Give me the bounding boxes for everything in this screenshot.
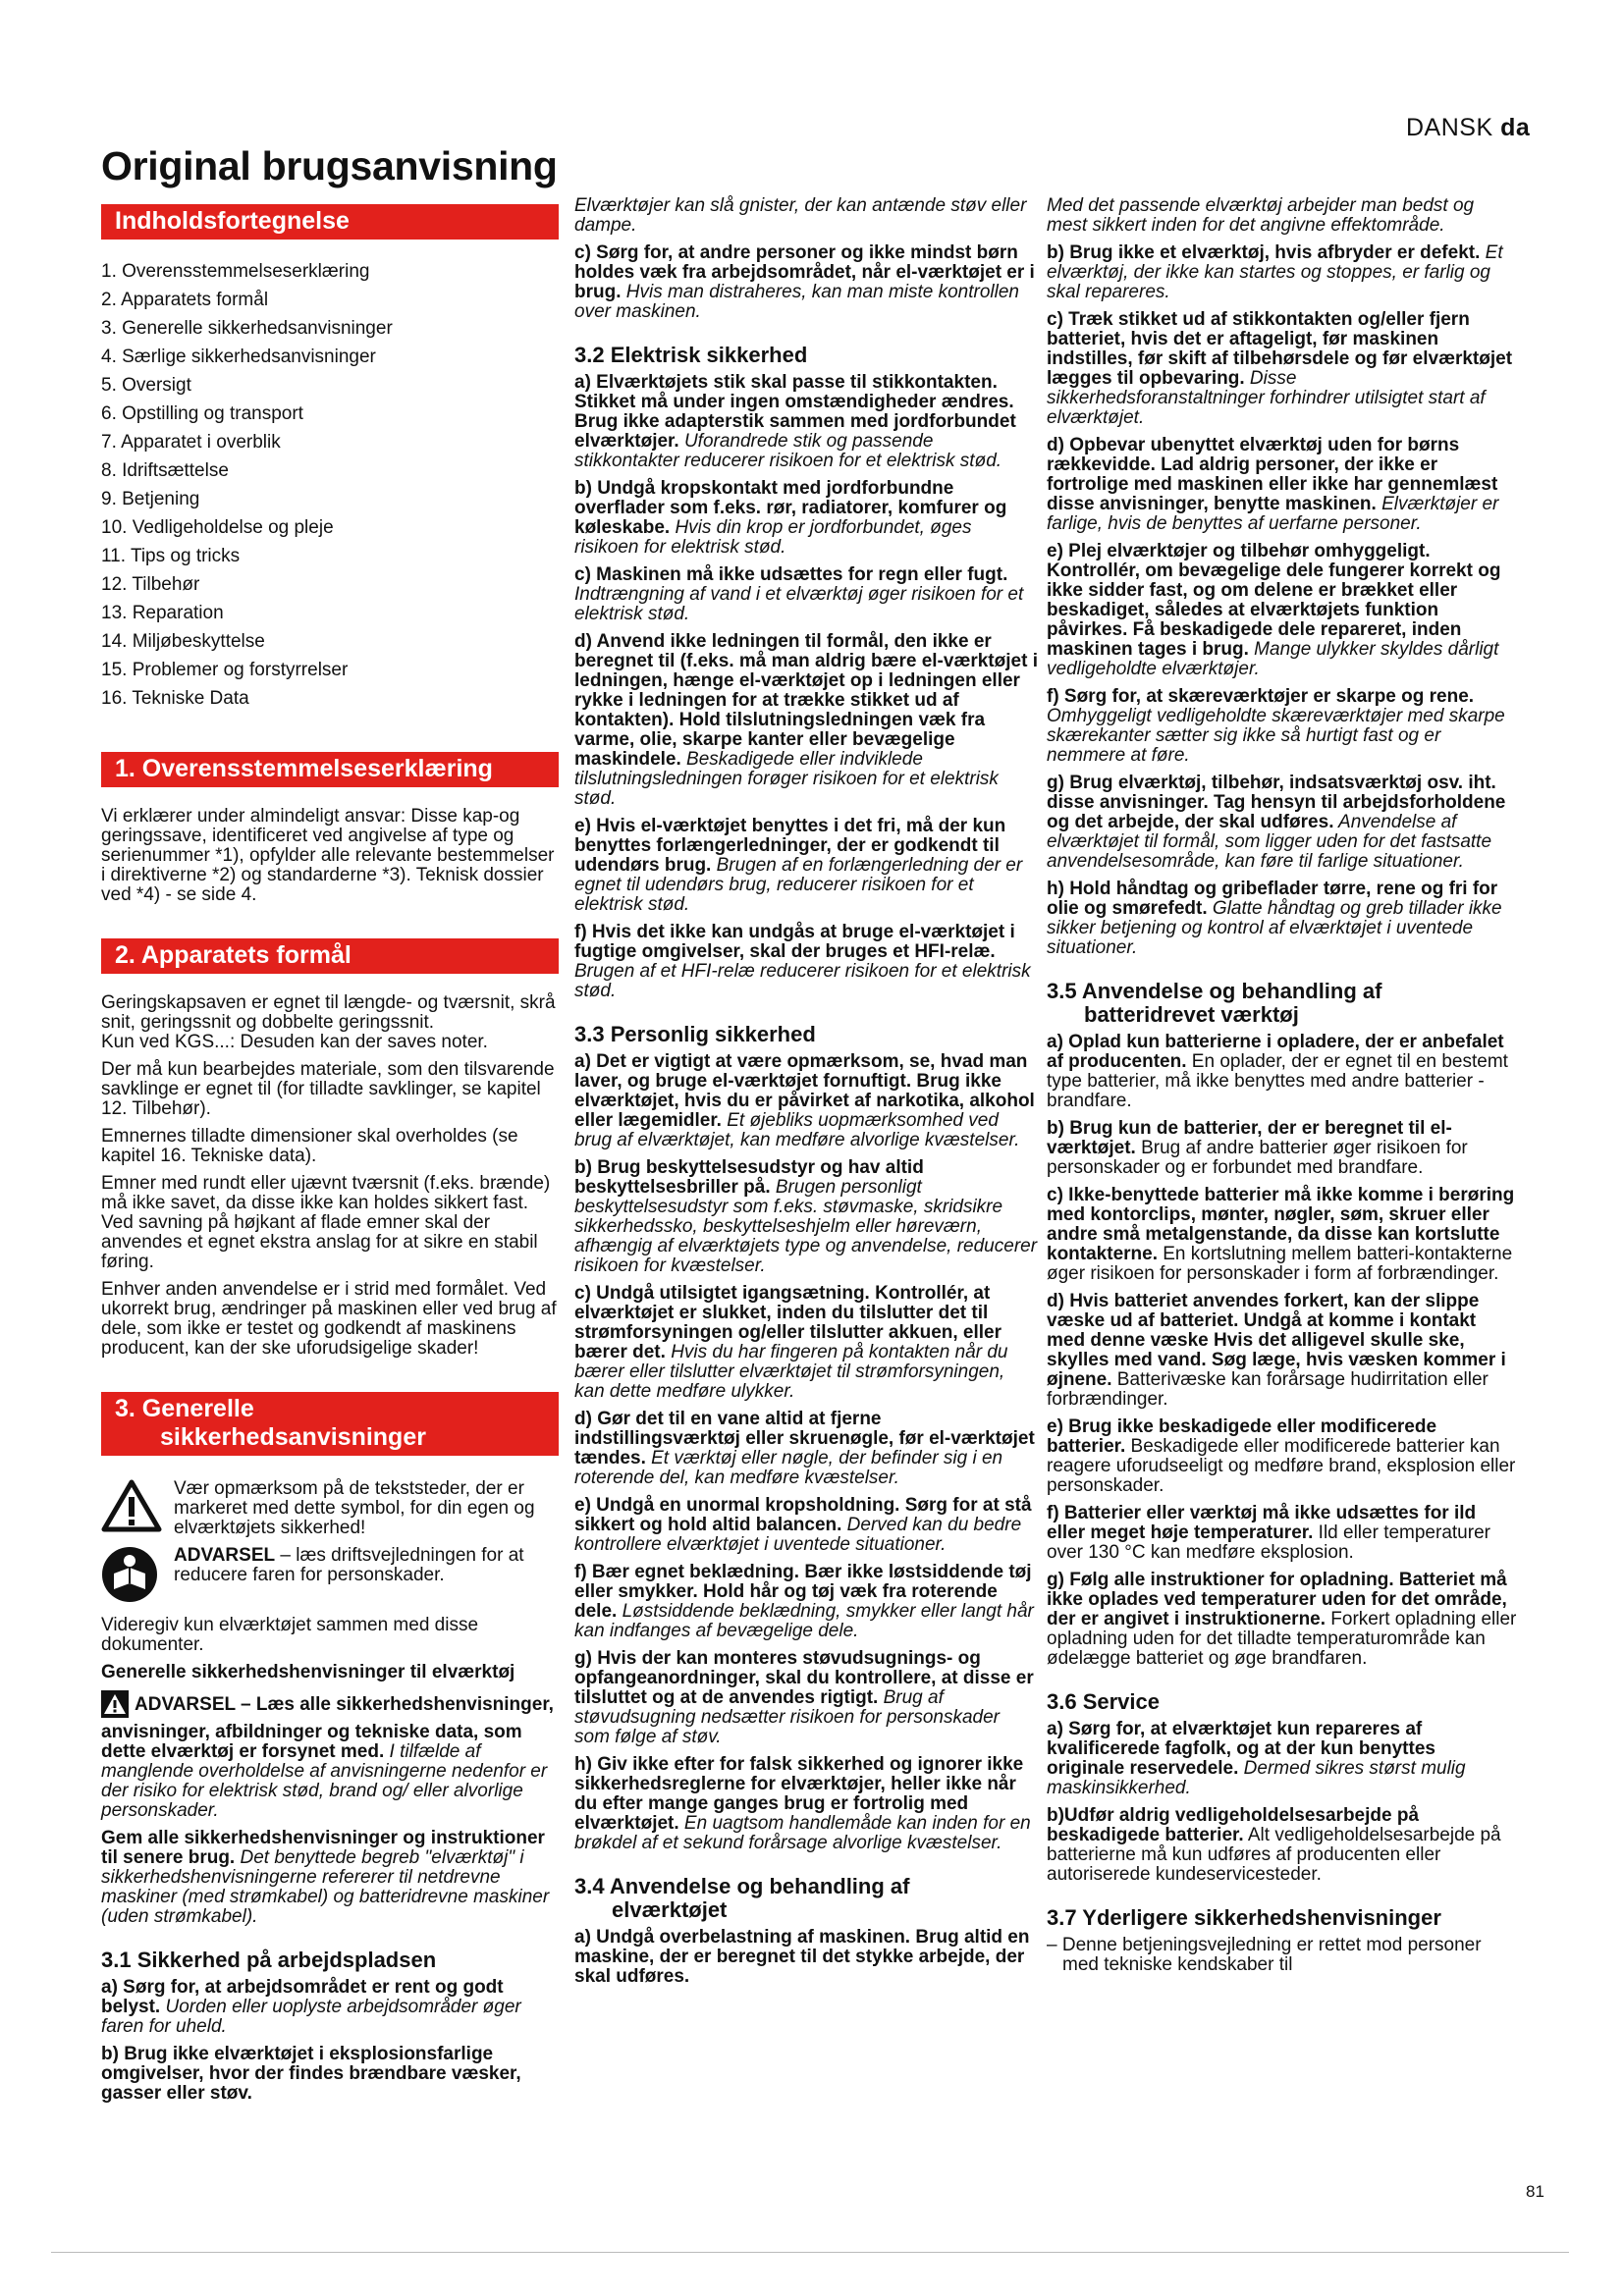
s32-a-bold: a) Elværktøjets stik skal passe til stikkontakten. Stikket må under ingen omstændigheder ændres. Brug ikke adapterstik sammen med jordforbundet elværktøjer. <box>574 372 1016 452</box>
section-2-heading: 2. Apparatets formål <box>101 938 559 974</box>
s33-b <box>574 1158 1038 1276</box>
section-2-p1: Geringskapsaven er egnet til længde- og tværsnit, skrå snit, geringssnit og dobbelte geringssnit. <box>101 992 556 1033</box>
section-2-p3: Emnernes tilladte dimensioner skal overholdes (se kapitel 16. Tekniske data). <box>101 1126 518 1166</box>
s32-b-italic: Hvis din krop er jordforbundet, øges risikoen for elektrisk stød. <box>574 517 972 558</box>
section-3-5-heading-line1: 3.5 Anvendelse og behandling af <box>1047 979 1382 1003</box>
s32-e <box>574 817 1038 915</box>
s32-a <box>574 373 1038 471</box>
s34-f-bold: f) Sørg for, at skæreværktøjer er skarpe og rene. <box>1047 686 1475 707</box>
toc-item[interactable]: 14. Miljøbeskyttelse <box>101 631 265 652</box>
toc-item[interactable]: 10. Vedligeholdelse og pleje <box>101 517 334 538</box>
toc-item[interactable]: 15. Problemer og forstyrrelser <box>101 660 349 680</box>
s32-d <box>574 632 1038 809</box>
s31-c-italic: Hvis man distraheres, kan man miste kontrollen over maskinen. <box>574 282 1019 322</box>
s32-e-italic: Brugen af en forlængerledning der er egnet til udendørs brug, reducerer risikoen for et elektrisk stød. <box>574 855 1023 915</box>
toc-list <box>101 257 559 713</box>
s36-b-text: Alt vedligeholdelsesarbejde på batterierne må kun udføres af producenten eller autoriserede kundeservicesteder. <box>1047 1825 1501 1885</box>
s34-f <box>1047 687 1518 766</box>
section-2-p1b: Kun ved KGS...: Desuden kan der saves noter. <box>101 1032 488 1052</box>
s34-e <box>1047 542 1518 679</box>
section-1-heading: 1. Overensstemmelseserklæring <box>101 752 559 787</box>
s35-f <box>1047 1504 1518 1563</box>
s32-a-italic: Uforandrede stik og passende stikkontakter reducerer risikoen for et elektrisk stød. <box>574 431 1002 471</box>
s35-a <box>1047 1033 1518 1111</box>
general-safety-heading: Generelle sikkerhedshenvisninger til elværktøj <box>101 1662 515 1682</box>
s34-d <box>1047 436 1518 534</box>
section-3-1-heading: 3.1 Sikkerhed på arbejdspladsen <box>101 1948 437 1972</box>
toc-item[interactable]: 13. Reparation <box>101 603 224 623</box>
language-label <box>1406 114 1530 142</box>
toc-item[interactable]: 7. Apparatet i overblik <box>101 432 281 453</box>
s31-a-italic: Uorden eller uoplyste arbejdsområder øger faren for uheld. <box>101 1997 521 2037</box>
section-2-p4: Emner med rundt eller ujævnt tværsnit (f.eks. brænde) må ikke savet, da disse ikke kan holdes sikkert fast. Ved savning på højkant af flade emner skal der anvendes et egnet ekstra anslag for at sikre en stabil føring. <box>101 1173 551 1272</box>
s32-d-bold: d) Anvend ikke ledningen til formål, den ikke er beregnet til (f.eks. må man aldrig bære el-værktøjet i ledningen, hænge el-værktøjet op i ledningen eller rykke i ledningen for at trække stikket ud af kontakten). Hold tilslutningsledningen væk fra varme, olie, skarpe kanter eller bevægelige maskindele. <box>574 631 1038 770</box>
s34-a-bold: a) Undgå overbelastning af maskinen. Brug altid en maskine, der er beregnet til det stykke arbejde, der skal udføres. <box>574 1927 1030 1987</box>
gem-bold: Gem alle sikkerhedshenvisninger og instruktioner til senere brug. <box>101 1828 545 1868</box>
column-1 <box>101 204 559 2111</box>
section-3-heading-line1: 3. Generelle <box>115 1395 254 1422</box>
s33-g-italic: Brug af støvudsugning nedsætter risikoen for personskader som følge af støv. <box>574 1687 1001 1747</box>
section-3-4-heading-line2: elværktøjet <box>612 1897 728 1922</box>
s34-c-bold: c) Træk stikket ud af stikkontakten og/eller fjern batteriet, hvis det er aftageligt, før maskinen indstilles, før skift af tilbehørsdele og før elværktøjet lægges til opbevaring. <box>1047 309 1513 389</box>
toc-item[interactable]: 3. Generelle sikkerhedsanvisninger <box>101 318 393 339</box>
advarsel-2-bold: ADVARSEL – Læs alle sikkerhedshenvisninger, anvisninger, afbildninger og tekniske data, som dette elværktøj er forsynet med. <box>101 1694 554 1762</box>
s33-b-bold: b) Brug beskyttelsesudstyr og hav altid beskyttelsesbriller på. <box>574 1157 924 1198</box>
s34-g-bold: g) Brug elværktøj, tilbehør, indsatsværktøj osv. iht. disse anvisninger. Tag hensyn til arbejdsforholdene og det arbejde, der skal udføres. <box>1047 773 1506 832</box>
warning-note-text: Vær opmærksom på de tekststeder, der er markeret med dette symbol, for din egen og elværktøjets sikkerhed! <box>174 1478 535 1538</box>
s33-h <box>574 1755 1038 1853</box>
s32-b <box>574 479 1038 558</box>
s35-b-bold: b) Brug kun de batterier, der er beregnet til el-værktøjet. <box>1047 1118 1452 1158</box>
section-2-p5: Enhver anden anvendelse er i strid med formålet. Ved ukorrekt brug, ændringer på maskinen eller ved brug af dele, som ikke er testet og godkendt af maskinens producent, kan der ske uforudsigelige skader! <box>101 1279 557 1359</box>
s33-h-bold: h) Giv ikke efter for falsk sikkerhed og ignorer ikke sikkerhedsreglerne for elværktøjer, heller ikke når du efter mange ganges brug er fortrolig med elværktøjet. <box>574 1754 1024 1834</box>
s35-c <box>1047 1186 1518 1284</box>
s34-g <box>1047 774 1518 872</box>
s36-b-bold: b)Udfør aldrig vedligeholdelsesarbejde på beskadigede batterier. <box>1047 1805 1420 1845</box>
language-word: DANSK <box>1406 114 1493 141</box>
section-3-2-heading: 3.2 Elektrisk sikkerhed <box>574 343 808 367</box>
s34-b-italic: Et elværktøj, der ikke kan startes og stoppes, er farlig og skal repareres. <box>1047 242 1503 302</box>
s35-e-bold: e) Brug ikke beskadigede eller modificerede batterier. <box>1047 1416 1437 1457</box>
s34-h-bold: h) Hold håndtag og gribeflader tørre, rene og fri for olie og smørefedt. <box>1047 879 1498 919</box>
toc-item[interactable]: 12. Tilbehør <box>101 574 200 595</box>
s35-b-text: Brug af andre batterier øger risikoen for personskader og er forbundet med brandfare. <box>1047 1138 1468 1178</box>
s34-h-italic: Glatte håndtag og greb tillader ikke sikker betjening og kontrol af elværktøjet i uventede situationer. <box>1047 898 1502 958</box>
s33-h-italic: En uagtsom handlemåde kan inden for en brøkdel af et sekund forårsage alvorlige kvæstelser. <box>574 1813 1031 1853</box>
s36-b <box>1047 1806 1518 1885</box>
s33-a-bold: a) Det er vigtigt at være opmærksom, se, hvad man laver, og bruge el-værktøjet fornuftigt. Brug ikke elværktøjet, hvis du er påvirket af narkotika, alkohol eller lægemidler. <box>574 1051 1035 1131</box>
s32-f-italic: Brugen af et HFI-relæ reducerer risikoen for et elektrisk stød. <box>574 961 1031 1001</box>
s34-b <box>1047 243 1518 302</box>
s34-d-bold: d) Opbevar ubenyttet elværktøj uden for børns rækkevidde. Lad aldrig personer, der ikke er fortrolige med maskinen eller ikke har gennemlæst disse anvisninger, benytte maskinen. <box>1047 435 1498 514</box>
section-3-3-heading: 3.3 Personlig sikkerhed <box>574 1022 816 1046</box>
s32-b-bold: b) Undgå kropskontakt med jordforbundne overflader som f.eks. rør, radiatorer, komfurer og køleskabe. <box>574 478 1007 538</box>
toc-item[interactable]: 6. Opstilling og transport <box>101 403 303 424</box>
s33-f-bold: f) Bær egnet beklædning. Bær ikke løstsiddende tøj eller smykker. Hold hår og tøj væk fra roterende dele. <box>574 1562 1032 1622</box>
s31-b-start <box>101 2045 559 2104</box>
s33-f-italic: Løstsiddende beklædning, smykker eller langt hår kan indfanges af bevægelige dele. <box>574 1601 1034 1641</box>
s33-g-bold: g) Hvis der kan monteres støvudsugnings- og opfangeanordninger, skal du kontrollere, at disse er tilsluttet og at de anvendes rigtigt. <box>574 1648 1034 1708</box>
s33-e <box>574 1496 1038 1555</box>
section-3-heading <box>101 1392 559 1456</box>
s35-f-bold: f) Batterier eller værktøj må ikke udsættes for ild eller meget høje temperaturer. <box>1047 1503 1477 1543</box>
s34-f-italic: Omhyggeligt vedligeholdte skæreværktøjer med skarpe skærekanter sætter sig ikke så hurtigt fast og er nemmere at føre. <box>1047 706 1505 766</box>
s32-c <box>574 565 1038 624</box>
s35-c-text: En kortslutning mellem batteri-kontakterne øger risikoen for personskader i form af forbrændinger. <box>1047 1244 1513 1284</box>
warning-note <box>101 1479 559 1538</box>
section-3-heading-line2: sikkerhedsanvisninger <box>160 1423 426 1451</box>
s31-c-bold: c) Sørg for, at andre personer og ikke mindst børn holdes væk fra arbejdsområdet, når el-værktøjet er i brug. <box>574 242 1035 302</box>
s33-b-italic: Brugen personligt beskyttelsesudstyr som f.eks. støvmaske, skridsikre sikkerhedssko, beskyttelseshjelm eller høreværn, afhængig af elværktøjets type og anvendelse, reducerer risikoen for kvæstelser. <box>574 1177 1038 1276</box>
toc-item[interactable]: 1. Overensstemmelseserklæring <box>101 261 370 282</box>
s34-g-italic: Anvendelse af elværktøjet til formål, som ligger uden for det fastsatte anvendelsesområde, kan føre til farlige situationer. <box>1047 812 1492 872</box>
advarsel-2-italic: I tilfælde af manglende overholdelse af anvisningerne nedenfor er der risiko for elektrisk stød, brand og/ eller alvorlige personskader. <box>101 1741 548 1821</box>
s35-b <box>1047 1119 1518 1178</box>
gem-italic: Det benyttede begreb "elværktøj" i sikkerhedshenvisningerne refererer til netdrevne maskiner (med strømkabel) og batteridrevne maskiner (uden strømkabel). <box>101 1847 550 1927</box>
page-number: 81 <box>1526 2182 1544 2201</box>
s33-d-bold: d) Gør det til en vane altid at fjerne indstillingsværktøj eller skruenøgle, før el-værktøjet tændes. <box>574 1409 1035 1468</box>
toc-item[interactable]: 5. Oversigt <box>101 375 191 396</box>
s33-a-italic: Et øjebliks uopmærksomhed ved brug af elværktøjet, kan medføre alvorlige kvæstelser. <box>574 1110 1020 1150</box>
footer-divider <box>51 2252 1569 2253</box>
s35-e-text: Beskadigede eller modificerede batterier kan reagere uforudseeligt og medføre brand, eksplosion eller personskader. <box>1047 1436 1516 1496</box>
s34-a-cont <box>1047 196 1518 236</box>
s33-e-bold: e) Undgå en unormal kropsholdning. Sørg for at stå sikkert og hold altid balancen. <box>574 1495 1032 1535</box>
section-3-5-heading <box>1047 980 1518 1027</box>
s34-h <box>1047 880 1518 958</box>
s33-c-italic: Hvis du har fingeren på kontakten når du bærer eller tilslutter elværktøjet til strømforsyningen, kan dette medføre ulykker. <box>574 1342 1008 1402</box>
toc-item[interactable]: 9. Betjening <box>101 489 200 509</box>
s33-c-bold: c) Undgå utilsigtet igangsætning. Kontrollér, at elværktøjet er slukket, inden du tilslutter det til strømforsyningen og/eller tilslutter akkuen, eller bærer det. <box>574 1283 1002 1362</box>
advarsel-note-text <box>174 1546 559 1608</box>
s35-a-bold: a) Oplad kun batterierne i opladere, der er anbefalet af producenten. <box>1047 1032 1504 1072</box>
videregiv-text: Videregiv kun elværktøjet sammen med disse dokumenter. <box>101 1615 479 1655</box>
section-3-5-heading-line2: batteridrevet værktøj <box>1084 1002 1299 1027</box>
warning-small-icon <box>101 1690 129 1723</box>
column-2 <box>574 196 1038 1995</box>
s31-a <box>101 1978 559 2037</box>
s33-f <box>574 1563 1038 1641</box>
s33-a <box>574 1052 1038 1150</box>
s34-b-bold: b) Brug ikke et elværktøj, hvis afbryder er defekt. <box>1047 242 1481 263</box>
document-title: Original brugsanvisning <box>101 143 558 188</box>
s36-a-italic: Dermed sikres størst mulig maskinsikkerhed. <box>1047 1758 1466 1798</box>
advarsel-body: – læs driftsvejledningen for at reducere faren for personskader. <box>174 1545 524 1585</box>
s32-e-bold: e) Hvis el-værktøjet benyttes i det fri, må der kun benyttes forlængerledninger, der er godkendt til udendørs brug. <box>574 816 1006 876</box>
toc-item[interactable]: 2. Apparatets formål <box>101 290 269 310</box>
toc-heading: Indholdsfortegnelse <box>101 204 559 240</box>
s32-f-bold: f) Hvis det ikke kan undgås at bruge el-værktøjet i fugtige omgivelser, skal der bruges et HFI-relæ. <box>574 922 1015 962</box>
toc-item[interactable]: 11. Tips og tricks <box>101 546 241 566</box>
s34-c <box>1047 310 1518 428</box>
s35-a-text: En oplader, der er egnet til en bestemt type batterier, må ikke benyttes med andre batterier - brandfare. <box>1047 1051 1508 1111</box>
toc-item[interactable]: 4. Særlige sikkerhedsanvisninger <box>101 347 376 367</box>
s34-e-bold: e) Plej elværktøjer og tilbehør omhyggeligt. Kontrollér, om bevægelige dele fungerer korrekt og ikke sidder fast, og om delene er brækket eller beskadiget, således at elværktøjets funktion påvirkes. Få beskadigede dele repareret, inden maskinen tages i brug. <box>1047 541 1501 660</box>
s37-p1: – Denne betjeningsvejledning er rettet mod personer med tekniske kendskaber til <box>1047 1935 1482 1975</box>
s35-e <box>1047 1417 1518 1496</box>
advarsel-note <box>101 1546 559 1608</box>
section-3-6-heading: 3.6 Service <box>1047 1689 1160 1714</box>
warning-triangle-icon <box>101 1479 166 1538</box>
s34-a-italic: Med det passende elværktøj arbejder man bedst og mest sikkert inden for det angivne effektområde. <box>1047 195 1475 236</box>
section-3-7-heading: 3.7 Yderligere sikkerhedshenvisninger <box>1047 1905 1441 1930</box>
s31-b-bold: b) Brug ikke elværktøjet i eksplosionsfarlige omgivelser, hvor der findes brændbare væsker, gasser eller støv. <box>101 2044 521 2104</box>
column-3 <box>1047 196 1518 1983</box>
s34-e-italic: Mange ulykker skyldes dårligt vedligeholdte elværktøjer. <box>1047 639 1499 679</box>
section-3-4-heading <box>574 1875 1038 1922</box>
s31-b-cont <box>574 196 1038 236</box>
section-3-4-heading-line1: 3.4 Anvendelse og behandling af <box>574 1874 910 1898</box>
s33-c <box>574 1284 1038 1402</box>
s32-c-italic: Indtrængning af vand i et elværktøj øger risikoen for et elektrisk stød. <box>574 584 1024 624</box>
s32-d-italic: Beskadigede eller indviklede tilslutningsledningen forøger risikoen for et elektrisk stød. <box>574 749 999 809</box>
s36-a <box>1047 1720 1518 1798</box>
gem-text <box>101 1829 559 1927</box>
language-code: da <box>1500 114 1531 141</box>
toc-item[interactable]: 8. Idriftsættelse <box>101 460 229 481</box>
s31-b-italic: Elværktøjer kan slå gnister, der kan antænde støv eller dampe. <box>574 195 1027 236</box>
s35-c-bold: c) Ikke-benyttede batterier må ikke komme i berøring med kontorclips, mønter, nøgler, søm, skruer eller andre små metalgenstande, da disse kan kortslutte kontakterne. <box>1047 1185 1515 1264</box>
s35-d <box>1047 1292 1518 1410</box>
s32-c-bold: c) Maskinen må ikke udsættes for regn eller fugt. <box>574 564 1008 585</box>
s34-a-start <box>574 1928 1038 1987</box>
section-1-text: Vi erklærer under almindeligt ansvar: Disse kap-og geringssave, identificeret ved angivelse af type og serienummer *1), opfylder alle relevante bestemmelser i direktiverne *2) og standarderne *3). Teknisk dossier ved *4) - se side 4. <box>101 806 555 905</box>
s34-c-italic: Disse sikkerhedsforanstaltninger forhindrer utilsigtet start af elværktøjet. <box>1047 368 1486 428</box>
advarsel-2 <box>101 1690 559 1821</box>
s36-a-bold: a) Sørg for, at elværktøjet kun repareres af kvalificerede fagfolk, og at der kun benyttes originale reservedele. <box>1047 1719 1435 1779</box>
section-2-p2: Der må kun bearbejdes materiale, som den tilsvarende savklinge er egnet til (for tilladte savklinger, se kapitel 12. Tilbehør). <box>101 1059 555 1119</box>
s33-d-italic: Et værktøj eller nøgle, der befinder sig i en roterende del, kan medføre kvæstelser. <box>574 1448 1003 1488</box>
s33-g <box>574 1649 1038 1747</box>
toc-item[interactable]: 16. Tekniske Data <box>101 688 249 709</box>
s35-g-text: Forkert opladning eller opladning uden for det tilladte temperaturområde kan ødelægge batteriet og øge brandfaren. <box>1047 1609 1517 1669</box>
s33-e-italic: Derved kan du bedre kontrollere elværktøjet i uventede situationer. <box>574 1515 1022 1555</box>
read-manual-icon <box>101 1546 166 1608</box>
advarsel-label: ADVARSEL <box>174 1545 276 1566</box>
s35-d-text: Batterivæske kan forårsage hudirritation eller forbrændinger. <box>1047 1369 1489 1410</box>
s35-f-text: Ild eller temperaturer over 130 °C kan medføre eksplosion. <box>1047 1522 1490 1563</box>
s34-d-italic: Elværktøjer er farlige, hvis de benyttes af uerfarne personer. <box>1047 494 1499 534</box>
s35-d-bold: d) Hvis batteriet anvendes forkert, kan der slippe væske ud af batteriet. Undgå at komme i kontakt med denne væske Hvis det alligevel skulle ske, skylles med vand. Søg læge, hvis væsken kommer i øjnene. <box>1047 1291 1506 1390</box>
s35-g-bold: g) Følg alle instruktioner for opladning. Batteriet må ikke oplades ved temperaturer uden for det område, der er angivet i instruktionerne. <box>1047 1570 1507 1629</box>
s31-a-bold: a) Sørg for, at arbejdsområdet er rent og godt belyst. <box>101 1977 504 2017</box>
s32-f <box>574 923 1038 1001</box>
s31-c <box>574 243 1038 322</box>
s33-d <box>574 1410 1038 1488</box>
s35-g <box>1047 1571 1518 1669</box>
